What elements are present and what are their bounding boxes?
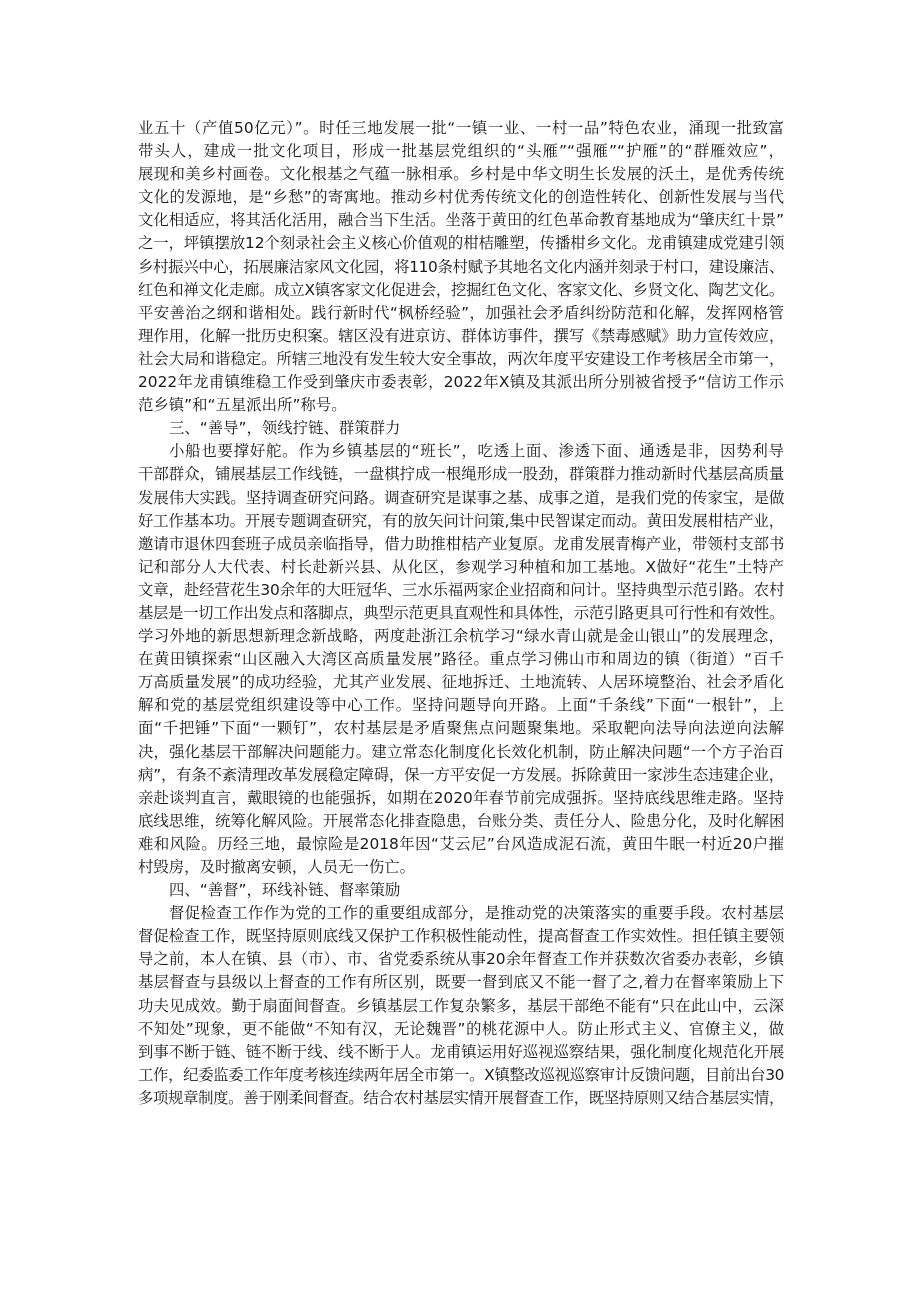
text-line: 多项规章制度。善于刚柔间督查。结合农村基层实情开展督查工作，既坚持原则又结合基层实情， bbox=[138, 1088, 784, 1107]
text-line: 底线思维，统筹化解风险。开展常态化排查隐患，台账分类、责任分人、险患分化，及时化解困 bbox=[138, 811, 785, 830]
text-line: 解和党的基层党组织建设等中心工作。坚持问题导向开路。上面“千条线”下面“一根针”，上 bbox=[138, 696, 784, 715]
text-line: 邀请市退休四套班子成员亲临指导，借力助推柑桔产业复原。龙甫发展青梅产业，带领村支部书 bbox=[138, 534, 785, 553]
text-line: 干部群众，铺展基层工作线链，一盘棋拧成一根绳形成一股劲，群策群力推动新时代基层高质量 bbox=[138, 465, 785, 484]
text-line: 文章，赴经营花生30余年的大旺冠华、三水乐福两家企业招商和问计。坚持典型示范引路。农村 bbox=[138, 580, 785, 599]
text-line: 万高质量发展”的成功经验，尤其产业发展、征地拆迁、土地流转、人居环境整治、社会矛盾化 bbox=[138, 673, 784, 692]
text-line: 面“千把锤”下面“一颗钉”，农村基层是矛盾聚焦点问题聚集地。采取靶向法导向法逆向法解 bbox=[138, 719, 784, 738]
text-line: 功夫见成效。勤于扇面间督查。乡镇基层工作复杂繁多，基层干部绝不能有“只在此山中，云深 bbox=[138, 996, 784, 1015]
section-heading: 四、“善督”，环线补链、督率策励 bbox=[169, 881, 401, 900]
section-heading: 三、“善导”，领线拧链、群策群力 bbox=[169, 419, 401, 438]
text-line: 到事不断于链、链不断于线、线不断于人。龙甫镇运用好巡视巡察结果，强化制度化规范化开展 bbox=[138, 1042, 785, 1061]
text-line: 发展伟大实践。坚持调查研究问路。调查研究是谋事之基、成事之道，是我们党的传家宝，是做 bbox=[138, 488, 785, 507]
document-body bbox=[138, 117, 784, 1110]
text-line: 文化的发源地，是“乡愁”的寄寓地。推动乡村优秀传统文化的创造性转化、创新性发展与当代 bbox=[138, 188, 784, 207]
text-line: 督促检查工作，既坚持原则底线又保护工作积极性能动性，提高督查工作实效性。担任镇主要领 bbox=[138, 927, 785, 946]
text-line: 记和部分人大代表、村长赴新兴县、从化区，参观学习种植和加工基地。X做好“花生”土特产 bbox=[138, 557, 784, 576]
text-line: 基层督查与县级以上督查的工作有所区别，既要一督到底又不能一督了之,着力在督率策励上下 bbox=[138, 973, 784, 992]
text-line: 乡村振兴中心，拓展廉洁家风文化园，将110条村赋予其地名文化内涵并刻录于村口，建设廉洁、 bbox=[138, 257, 784, 276]
text-line: 红色和禅文化走廊。成立X镇客家文化促进会，挖掘红色文化、客家文化、乡贤文化、陶艺文化。 bbox=[138, 280, 784, 299]
text-line: 不知处”现象，更不能做“不知有汉，无论魏晋”的桃花源中人。防止形式主义、官僚主义，做 bbox=[138, 1019, 784, 1038]
text-line: 文化相适应，将其活化活用，融合当下生活。坐落于黄田的红色革命教育基地成为“肇庆红十景” bbox=[138, 211, 784, 230]
text-line: 2022年龙甫镇维稳工作受到肇庆市委表彰，2022年X镇及其派出所分别被省授予“信访工作示 bbox=[138, 373, 784, 392]
text-line: 村毁房，及时撤离安顿，人员无一伤亡。 bbox=[138, 858, 416, 876]
text-line: 带头人，建成一批文化项目，形成一批基层党组织的“头雁”“强雁”“护雁”的“群雁效应”， bbox=[138, 142, 784, 161]
text-line: 决，强化基层干部解决问题能力。建立常态化制度化长效化机制，防止解决问题“一个方子治百 bbox=[138, 742, 784, 761]
text-line: 社会大局和谐稳定。所辖三地没有发生较大安全事故，两次年度平安建设工作考核居全市第一， bbox=[138, 349, 785, 368]
text-line: 导之前，本人在镇、县（市）、市、省党委系统从事20余年督查工作并获数次省委办表彰，乡镇 bbox=[138, 950, 784, 969]
text-line: 展现和美乡村画卷。文化根基之气蕴一脉相承。乡村是中华文明生长发展的沃土，是优秀传统 bbox=[138, 165, 784, 184]
text-line: 好工作基本功。开展专题调查研究，有的放矢问计问策,集中民智谋定而动。黄田发展柑桔产业， bbox=[138, 511, 784, 530]
text-line: 难和风险。历经三地，最惊险是2018年因“艾云尼”台风造成泥石流，黄田牛眠一村近20户摧 bbox=[138, 834, 784, 853]
text-line: 基层是一切工作出发点和落脚点，典型示范更具直观性和具体性，示范引路更具可行性和有效性。 bbox=[138, 603, 784, 622]
text-line: 督促检查工作作为党的工作的重要组成部分，是推动党的决策落实的重要手段。农村基层 bbox=[169, 904, 784, 923]
text-line: 亲赴谈判直言，戴眼镜的也能强拆，如期在2020年春节前完成强拆。坚持底线思维走路。坚持 bbox=[138, 788, 784, 807]
text-line: 病”，有条不紊清理改革发展稳定障碍，保一方平安促一方发展。拆除黄田一家涉生态违建企业， bbox=[138, 765, 784, 784]
text-line: 之一，坪镇摆放12个刻录社会主义核心价值观的柑桔雕塑，传播柑乡文化。龙甫镇建成党建引领 bbox=[138, 234, 785, 253]
text-line: 学习外地的新思想新理念新战略，两度赴浙江余杭学习“绿水青山就是金山银山”的发展理念， bbox=[138, 627, 784, 646]
text-line: 业五十（产值50亿元）”。时任三地发展一批“一镇一业、一村一品”特色农业，涌现一批致富 bbox=[138, 119, 784, 137]
text-line: 小船也要撑好舵。作为乡镇基层的“班长”，吃透上面、渗透下面、通透是非，因势利导 bbox=[169, 442, 784, 461]
text-line: 范乡镇”和“五星派出所”称号。 bbox=[138, 396, 347, 415]
text-line: 工作，纪委监委工作年度考核连续两年居全市第一。X镇整改巡视巡察审计反馈问题，目前出台30 bbox=[138, 1065, 784, 1084]
text-line: 在黄田镇探索“山区融入大湾区高质量发展”路径。重点学习佛山市和周边的镇（街道）“百千 bbox=[138, 650, 784, 669]
text-line: 理作用，化解一批历史积案。辖区没有进京访、群体访事件，撰写《禁毒感赋》助力宣传效应， bbox=[138, 326, 785, 345]
text-line: 平安善治之纲和谐相处。践行新时代“枫桥经验”，加强社会矛盾纠纷防范和化解，发挥网格管 bbox=[138, 303, 784, 322]
